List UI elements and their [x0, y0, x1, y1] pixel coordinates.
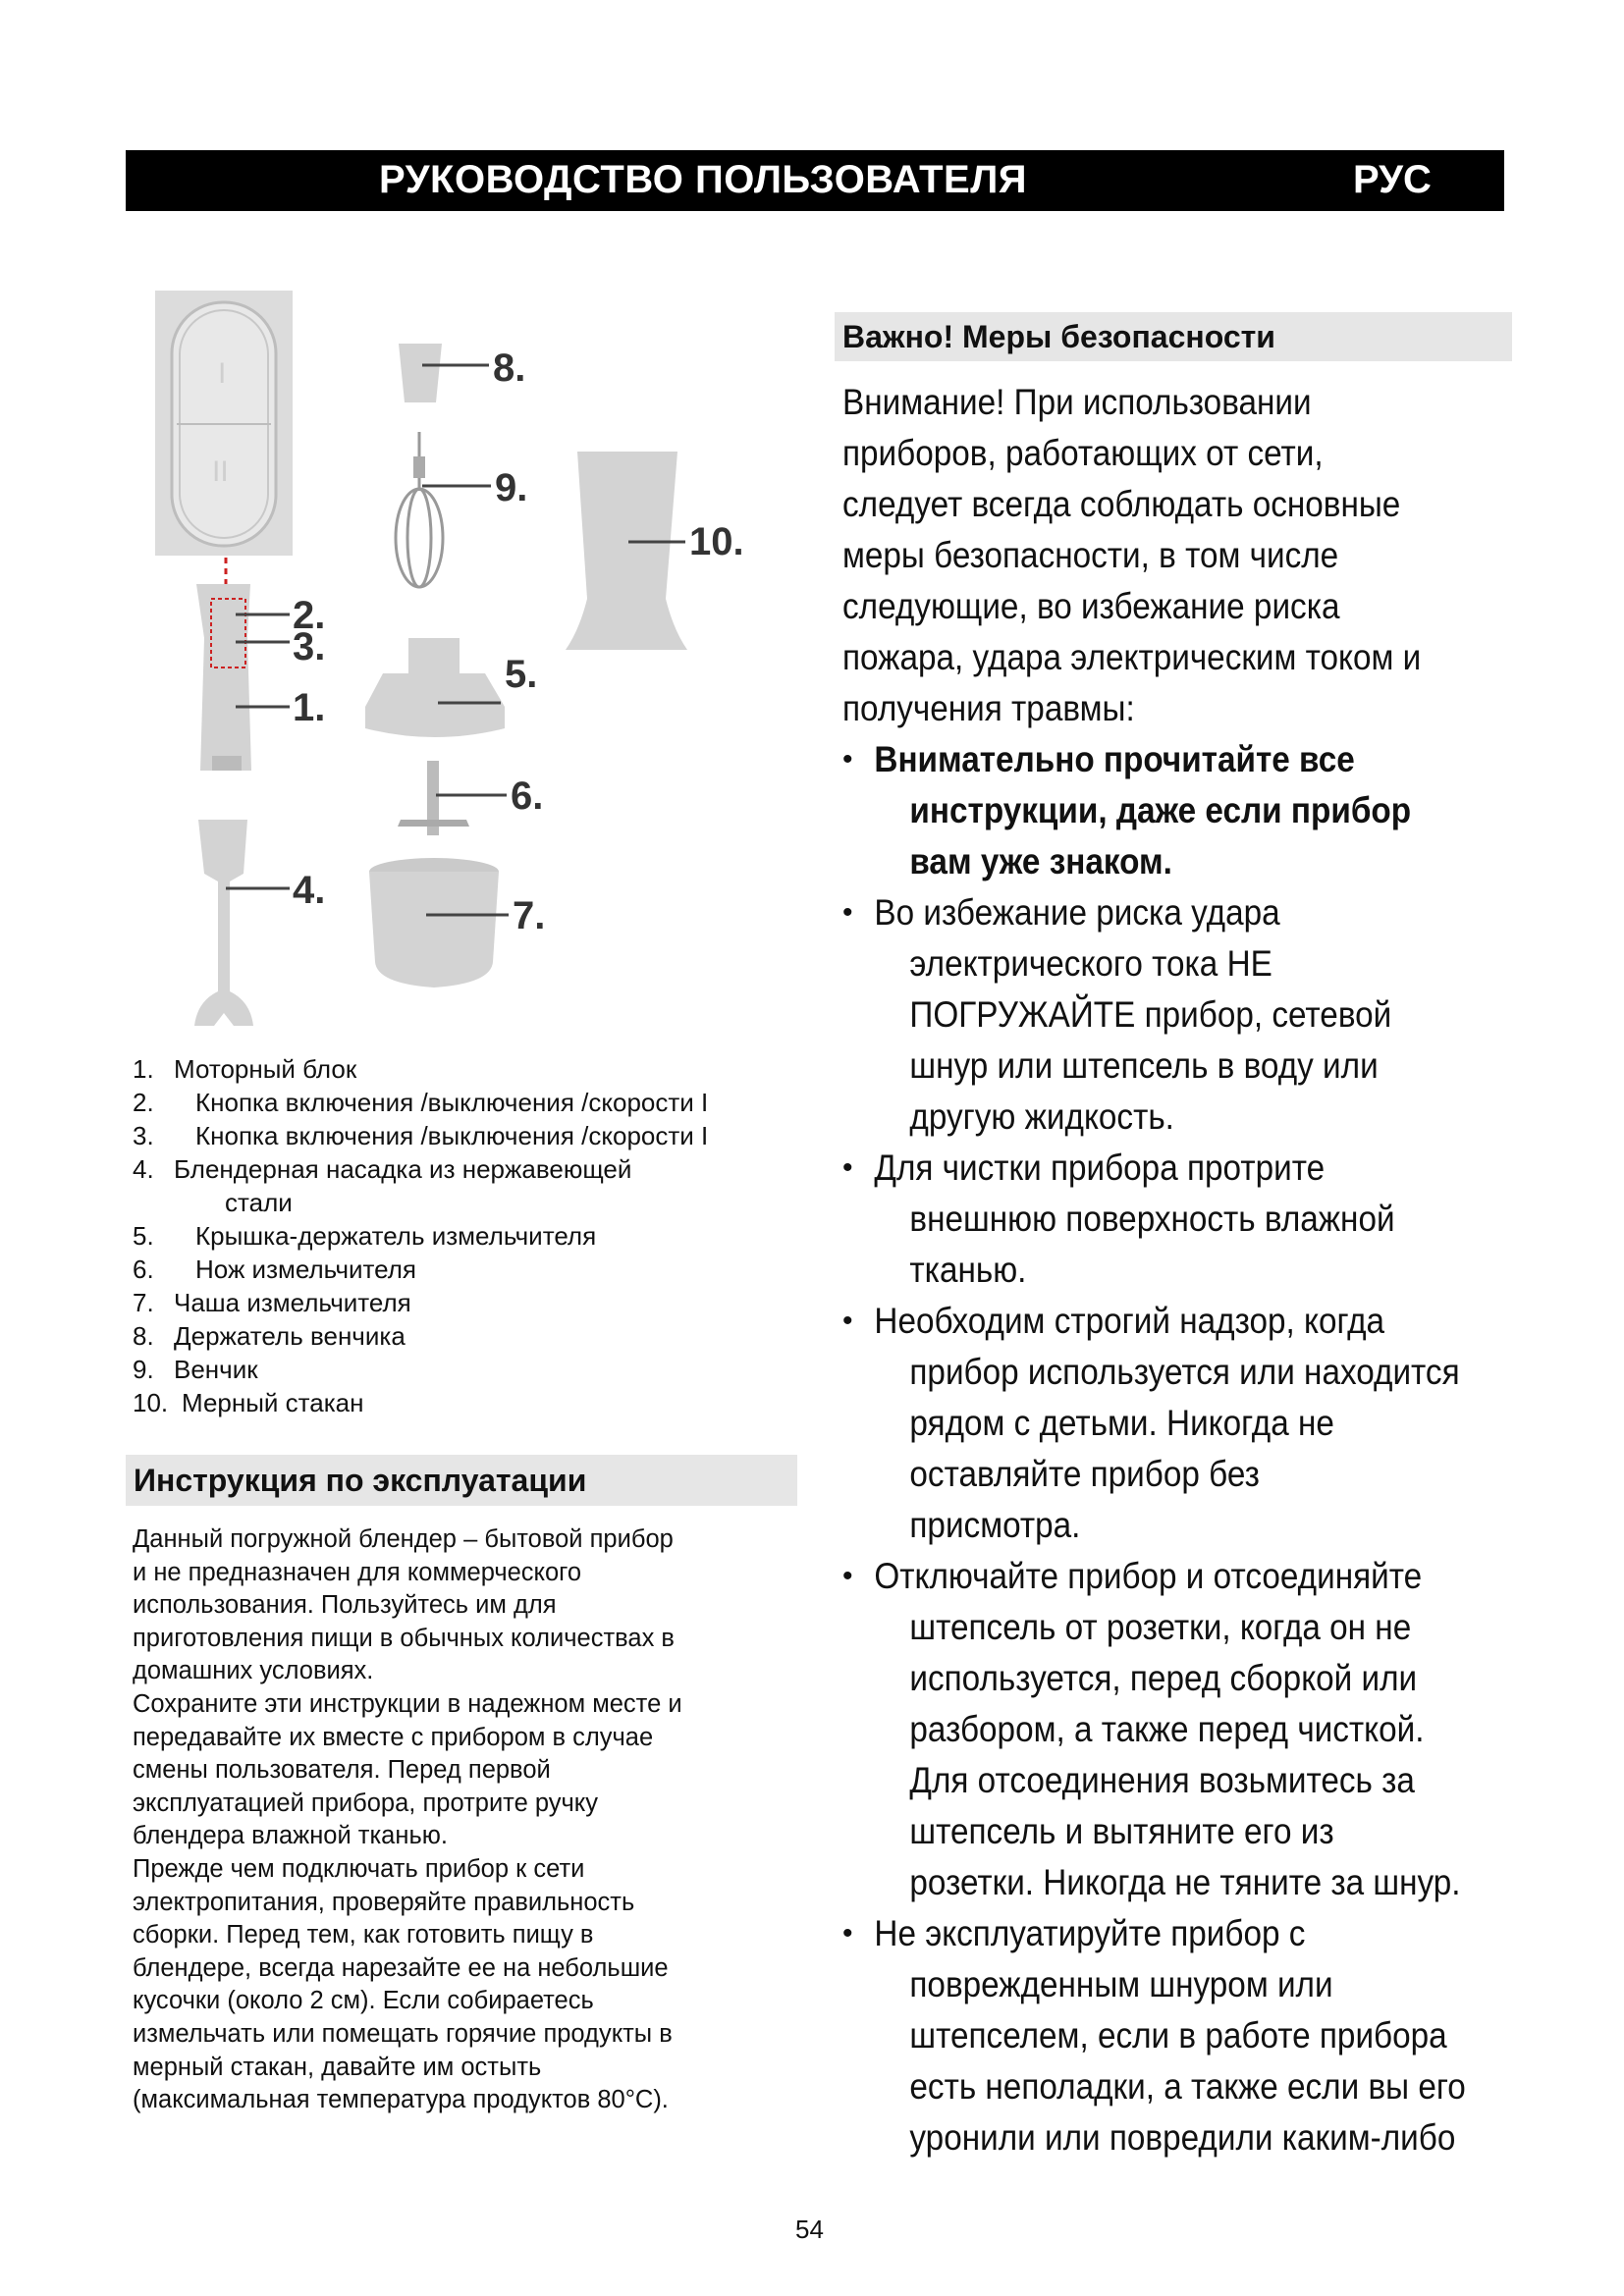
bullet-icon: •	[842, 1151, 853, 1184]
safety-section	[842, 377, 1530, 2163]
list-item: 3. Кнопка включения /выключения /скорости I	[133, 1121, 709, 1150]
chopper-lid	[365, 638, 505, 737]
blender-foot	[194, 820, 253, 1026]
bullet-icon: •	[842, 743, 853, 775]
label-5: 5.	[505, 653, 538, 696]
header-bar	[126, 150, 1504, 211]
list-item: 8. Держатель венчика	[133, 1321, 406, 1351]
product-diagram	[128, 285, 815, 1041]
list-item-continued: стали	[225, 1188, 293, 1217]
safety-heading: Важно! Меры безопасности	[835, 312, 1512, 361]
safety-bullet: • Не эксплуатируйте прибор с поврежденным шнуром или штепселем, если в работе прибора есть неполадки, а также если вы его уронили или повредили каким-либо	[842, 1908, 1530, 2163]
list-item: 7. Чаша измельчителя	[133, 1288, 411, 1317]
list-item: 9. Венчик	[133, 1355, 258, 1384]
label-9: 9.	[495, 466, 528, 509]
label-4: 4.	[293, 869, 326, 912]
whisk	[396, 432, 443, 587]
label-1: 1.	[293, 686, 326, 729]
safety-bullet: • Для чистки прибора протрите внешнюю поверхность влажной тканью.	[842, 1143, 1530, 1296]
bullet-icon: •	[842, 896, 853, 929]
safety-bullet: • Необходим строгий надзор, когда прибор используется или находится рядом с детьми. Никогда не оставляйте прибор без присмотра.	[842, 1296, 1530, 1551]
measuring-cup	[566, 452, 687, 650]
parts-list	[133, 1052, 800, 1419]
safety-bullet: • Внимательно прочитайте все инструкции, даже если прибор вам уже знаком.	[842, 734, 1530, 887]
bullet-icon: •	[842, 1560, 853, 1592]
page-number: 54	[795, 2215, 824, 2244]
instructions-heading: Инструкция по эксплуатации	[126, 1455, 797, 1506]
safety-intro: Внимание! При использовании приборов, работающих от сети, следует всегда соблюдать основные меры безопасности, в том числе следующие, во избежание риска пожара, удара электрическим током и получения травмы:	[842, 382, 1422, 728]
whisk-holder	[399, 344, 442, 402]
list-item: 4. Блендерная насадка из нержавеющей	[133, 1154, 632, 1184]
safety-bullet: • Во избежание риска удара электрического тока НЕ ПОГРУЖАЙТЕ прибор, сетевой шнур или штепсель в воду или другую жидкость.	[842, 887, 1530, 1143]
list-item: 6. Нож измельчителя	[133, 1255, 416, 1284]
bullet-icon: •	[842, 1917, 853, 1949]
label-3: 3.	[293, 625, 326, 668]
chopper-blade	[398, 761, 469, 835]
safety-bullet: • Отключайте прибор и отсоединяйте штепсель от розетки, когда он не используется, перед сборкой или разбором, а также перед чисткой. Для отсоединения возьмитесь за штепсель и вытяните его из розетки. Никогда не тяните за шнур.	[842, 1551, 1530, 1908]
list-item: 1. Моторный блок	[133, 1054, 357, 1084]
label-8: 8.	[493, 347, 526, 390]
button-mark-1: I	[218, 357, 227, 390]
list-item: 10. Мерный стакан	[133, 1388, 364, 1417]
label-10: 10.	[689, 520, 744, 563]
instructions-text	[133, 1523, 790, 2117]
button-panel	[155, 291, 293, 556]
label-2: 2.	[293, 594, 326, 637]
chopper-bowl	[369, 858, 499, 988]
label-6: 6.	[511, 774, 544, 818]
list-item: 5. Крышка-держатель измельчителя	[133, 1221, 597, 1251]
motor-unit	[196, 584, 251, 771]
bullet-icon: •	[842, 1305, 853, 1337]
instructions-body: Данный погружной блендер – бытовой прибор и не предназначен для коммерческого использования. Пользуйтесь им для приготовления пищи в обычных количествах в домашних условиях. Сохраните эти инструкции в надежном месте и передавайте их вместе с прибором в случае смены пользователя. Перед первой эксплуатацией прибора, протрите ручку блендера влажной тканью. Прежде чем подключать прибор к сети электропитания, проверяйте правильность сборки. Перед тем, как готовить пищу в блендере, всегда нарезайте ее на небольшие кусочки (около 2 см). Если собираетесь измельчать или помещать горячие продукты в мерный стакан, давайте им остыть (максимальная температура продуктов 80°С).	[133, 1525, 682, 2114]
list-item: 2. Кнопка включения /выключения /скорости I	[133, 1088, 709, 1117]
language-label: РУС	[1353, 158, 1432, 201]
page-title: РУКОВОДСТВО ПОЛЬЗОВАТЕЛЯ	[379, 158, 1028, 201]
button-mark-2: II	[212, 455, 229, 488]
label-7: 7.	[513, 894, 546, 937]
